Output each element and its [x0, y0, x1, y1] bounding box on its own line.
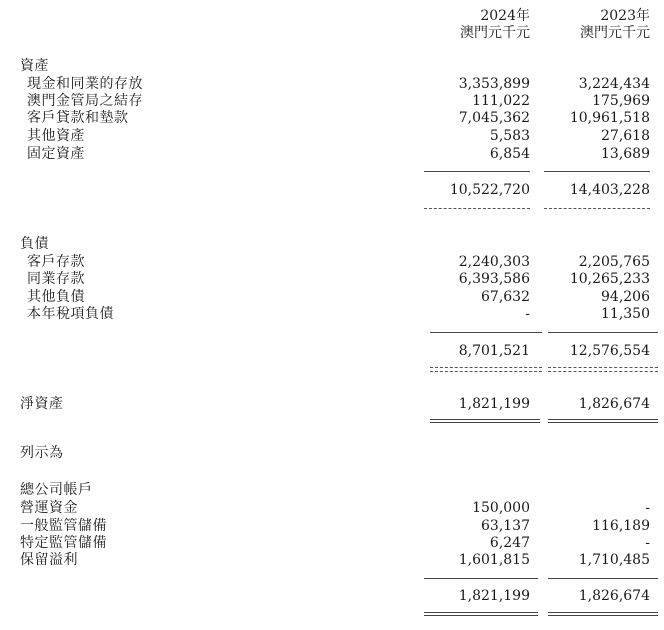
assets-row-label: 客戶貸款和墊款 [27, 110, 129, 126]
assets-row-2024: 111,022 [472, 93, 530, 109]
liabilities-total-2024: 8,701,521 [458, 343, 530, 359]
assets-row-2023: 10,961,518 [569, 110, 650, 126]
assets-row-label: 其他資產 [27, 128, 85, 144]
shown-as-row-label: 一般監管儲備 [20, 518, 107, 534]
net-assets-rule-2023 [548, 419, 658, 423]
assets-row-2024: 5,583 [489, 128, 530, 144]
liabilities-total-rule-2024 [430, 367, 542, 368]
shown-as-row-label: 保留溢利 [20, 552, 78, 568]
liabilities-title: 負債 [20, 236, 49, 252]
net-assets-rule-2024 [430, 419, 540, 423]
head-office-account-title: 總公司帳戶 [20, 482, 93, 498]
assets-row-2023: 13,689 [601, 146, 650, 162]
shown-as-row-2024: 6,247 [489, 535, 530, 551]
liabilities-row-2023: 2,205,765 [578, 254, 650, 270]
shown-as-row-label: 特定監管儲備 [20, 535, 107, 551]
net-assets-label: 淨資產 [20, 396, 64, 412]
shown-as-total-rule-2023 [548, 612, 658, 616]
assets-subtotal-rule-2023 [544, 171, 650, 172]
shown-as-row-2023: 1,710,485 [578, 552, 650, 568]
liabilities-row-2023: 11,350 [601, 306, 650, 322]
liabilities-row-2024: 2,240,303 [458, 254, 530, 270]
assets-row-2023: 3,224,434 [578, 76, 650, 92]
liabilities-total-rule-2024-b [430, 371, 542, 372]
assets-row-2024: 6,854 [489, 146, 530, 162]
shown-as-row-2023: - [645, 500, 650, 516]
liabilities-row-2023: 10,265,233 [569, 271, 650, 287]
liabilities-row-label: 其他負債 [27, 289, 85, 305]
net-assets-2024: 1,821,199 [458, 396, 530, 412]
assets-row-2023: 27,618 [601, 128, 650, 144]
liabilities-total-rule-2023-b [548, 371, 658, 372]
liabilities-subtotal-rule-2023 [548, 332, 658, 333]
liabilities-row-2024: - [525, 306, 530, 322]
shown-as-row-2024: 1,601,815 [458, 552, 530, 568]
shown-as-row-label: 營運資金 [20, 500, 78, 516]
col-2024-year: 2024年 [480, 8, 530, 24]
assets-title: 資產 [20, 58, 49, 74]
liabilities-total-2023: 12,576,554 [569, 343, 650, 359]
assets-total-rule-2024 [424, 208, 530, 209]
liabilities-row-2023: 94,206 [601, 289, 650, 305]
shown-as-total-2023: 1,826,674 [578, 588, 650, 604]
net-assets-2023: 1,826,674 [578, 396, 650, 412]
shown-as-subtotal-rule-2023 [548, 578, 658, 579]
liabilities-row-label: 本年稅項負債 [27, 306, 114, 322]
shown-as-row-2023: - [645, 535, 650, 551]
assets-total-2024: 10,522,720 [449, 182, 530, 198]
col-2023-year: 2023年 [600, 8, 650, 24]
assets-row-2024: 7,045,362 [458, 110, 530, 126]
assets-row-2024: 3,353,899 [458, 76, 530, 92]
assets-total-rule-2023 [544, 208, 650, 209]
assets-row-label: 現金和同業的存放 [27, 76, 143, 92]
shown-as-subtotal-rule-2024 [424, 578, 538, 579]
shown-as-row-2024: 63,137 [481, 518, 530, 534]
col-2023-unit: 澳門元千元 [580, 25, 650, 41]
liabilities-row-2024: 67,632 [481, 289, 530, 305]
shown-as-total-2024: 1,821,199 [458, 588, 530, 604]
shown-as-total-rule-2024 [424, 612, 538, 616]
assets-row-label: 澳門金管局之結存 [27, 93, 143, 109]
liabilities-subtotal-rule-2024 [430, 332, 542, 333]
shown-as-row-2024: 150,000 [472, 500, 530, 516]
liabilities-total-rule-2023 [548, 367, 658, 368]
shown-as-row-2023: 116,189 [592, 518, 650, 534]
assets-subtotal-rule-2024 [424, 171, 530, 172]
liabilities-row-label: 同業存款 [27, 271, 85, 287]
assets-total-2023: 14,403,228 [569, 182, 650, 198]
liabilities-row-2024: 6,393,586 [458, 271, 530, 287]
liabilities-row-label: 客戶存款 [27, 254, 85, 270]
shown-as-title: 列示為 [20, 445, 64, 461]
assets-row-label: 固定資產 [27, 146, 85, 162]
assets-row-2023: 175,969 [592, 93, 650, 109]
col-2024-unit: 澳門元千元 [460, 25, 530, 41]
